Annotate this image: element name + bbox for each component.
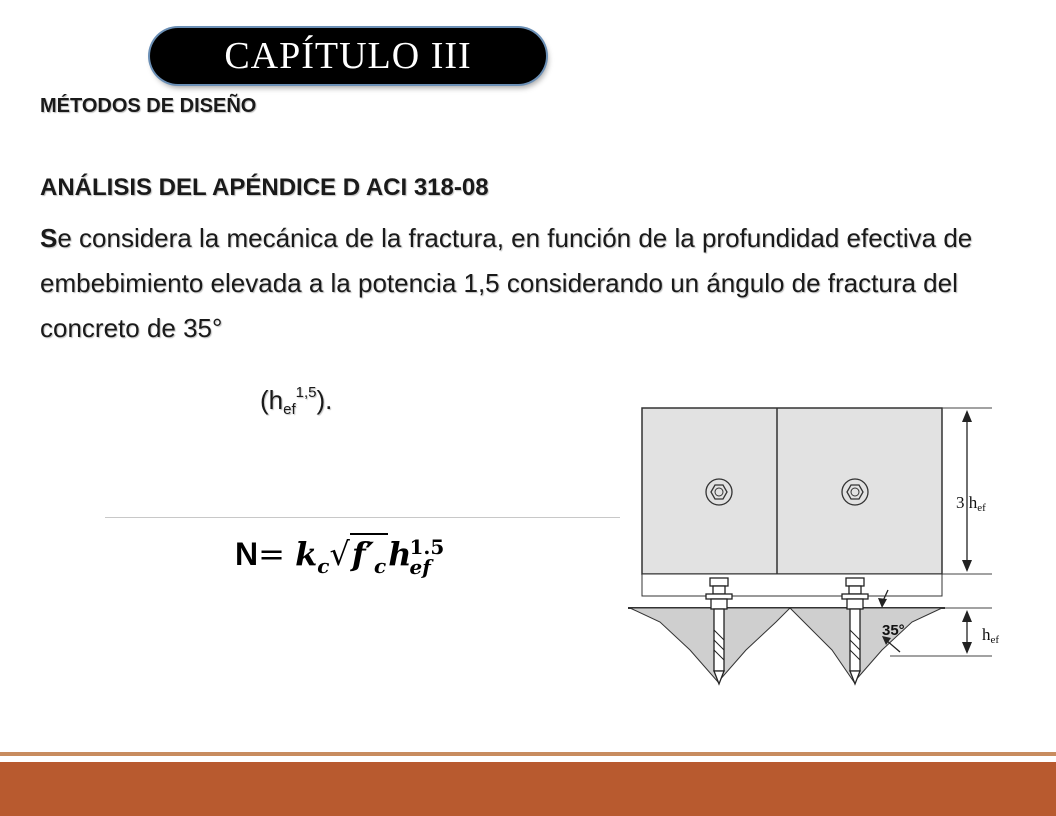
- section-heading: ANÁLISIS DEL APÉNDICE D ACI 318-08: [40, 174, 489, 201]
- dim-3hef-label: 3 hef: [956, 493, 986, 514]
- square-root-symbol: √: [329, 535, 350, 573]
- dim-hef-label: hef: [982, 625, 1000, 646]
- body-paragraph: [40, 216, 1000, 351]
- footer-accent-line: [0, 752, 1056, 756]
- angle-label: 35°: [882, 622, 905, 639]
- base-plate: [642, 574, 942, 596]
- breakout-cone-right: [790, 608, 942, 682]
- chapter-title: CAPÍTULO III: [224, 35, 472, 77]
- hef-note-close: ).: [316, 385, 333, 415]
- hef-note-open: (h: [260, 385, 284, 415]
- hef-note-sub: ef: [283, 401, 296, 418]
- footer-bar: [0, 762, 1056, 816]
- paragraph-first-letter: S: [40, 223, 58, 253]
- hef-power-note: [260, 384, 332, 418]
- breakout-cone-left: [630, 608, 790, 682]
- hef-note-sup: 1,5: [295, 384, 317, 401]
- anchor-breakout-diagram: [620, 400, 1040, 700]
- formula-k: k: [295, 535, 318, 573]
- formula-h-sub: ef: [409, 554, 431, 579]
- paragraph-text: e considera la mecánica de la fractura, en función de la profundidad efectiva de embebimiento elevada a la potencia 1,5 considerando un ángulo de fractura del concreto de 35°: [40, 223, 973, 343]
- divider-line: [105, 517, 620, 518]
- formula-k-sub: c: [317, 554, 330, 578]
- formula-fc: f′: [351, 535, 375, 573]
- formula-radicand: [350, 533, 388, 578]
- formula-equals: =: [258, 535, 285, 573]
- concrete-block: [642, 408, 942, 574]
- formula-h-sup: 1.5: [409, 534, 445, 559]
- formula-h: h: [388, 535, 412, 573]
- chapter-banner: [150, 28, 546, 84]
- breakout-formula: [235, 535, 444, 578]
- section-subtitle: MÉTODOS DE DISEÑO: [40, 95, 257, 117]
- formula-h-exponent: [409, 534, 445, 579]
- formula-lhs: N: [235, 536, 259, 572]
- formula-fc-sub: c: [374, 554, 387, 578]
